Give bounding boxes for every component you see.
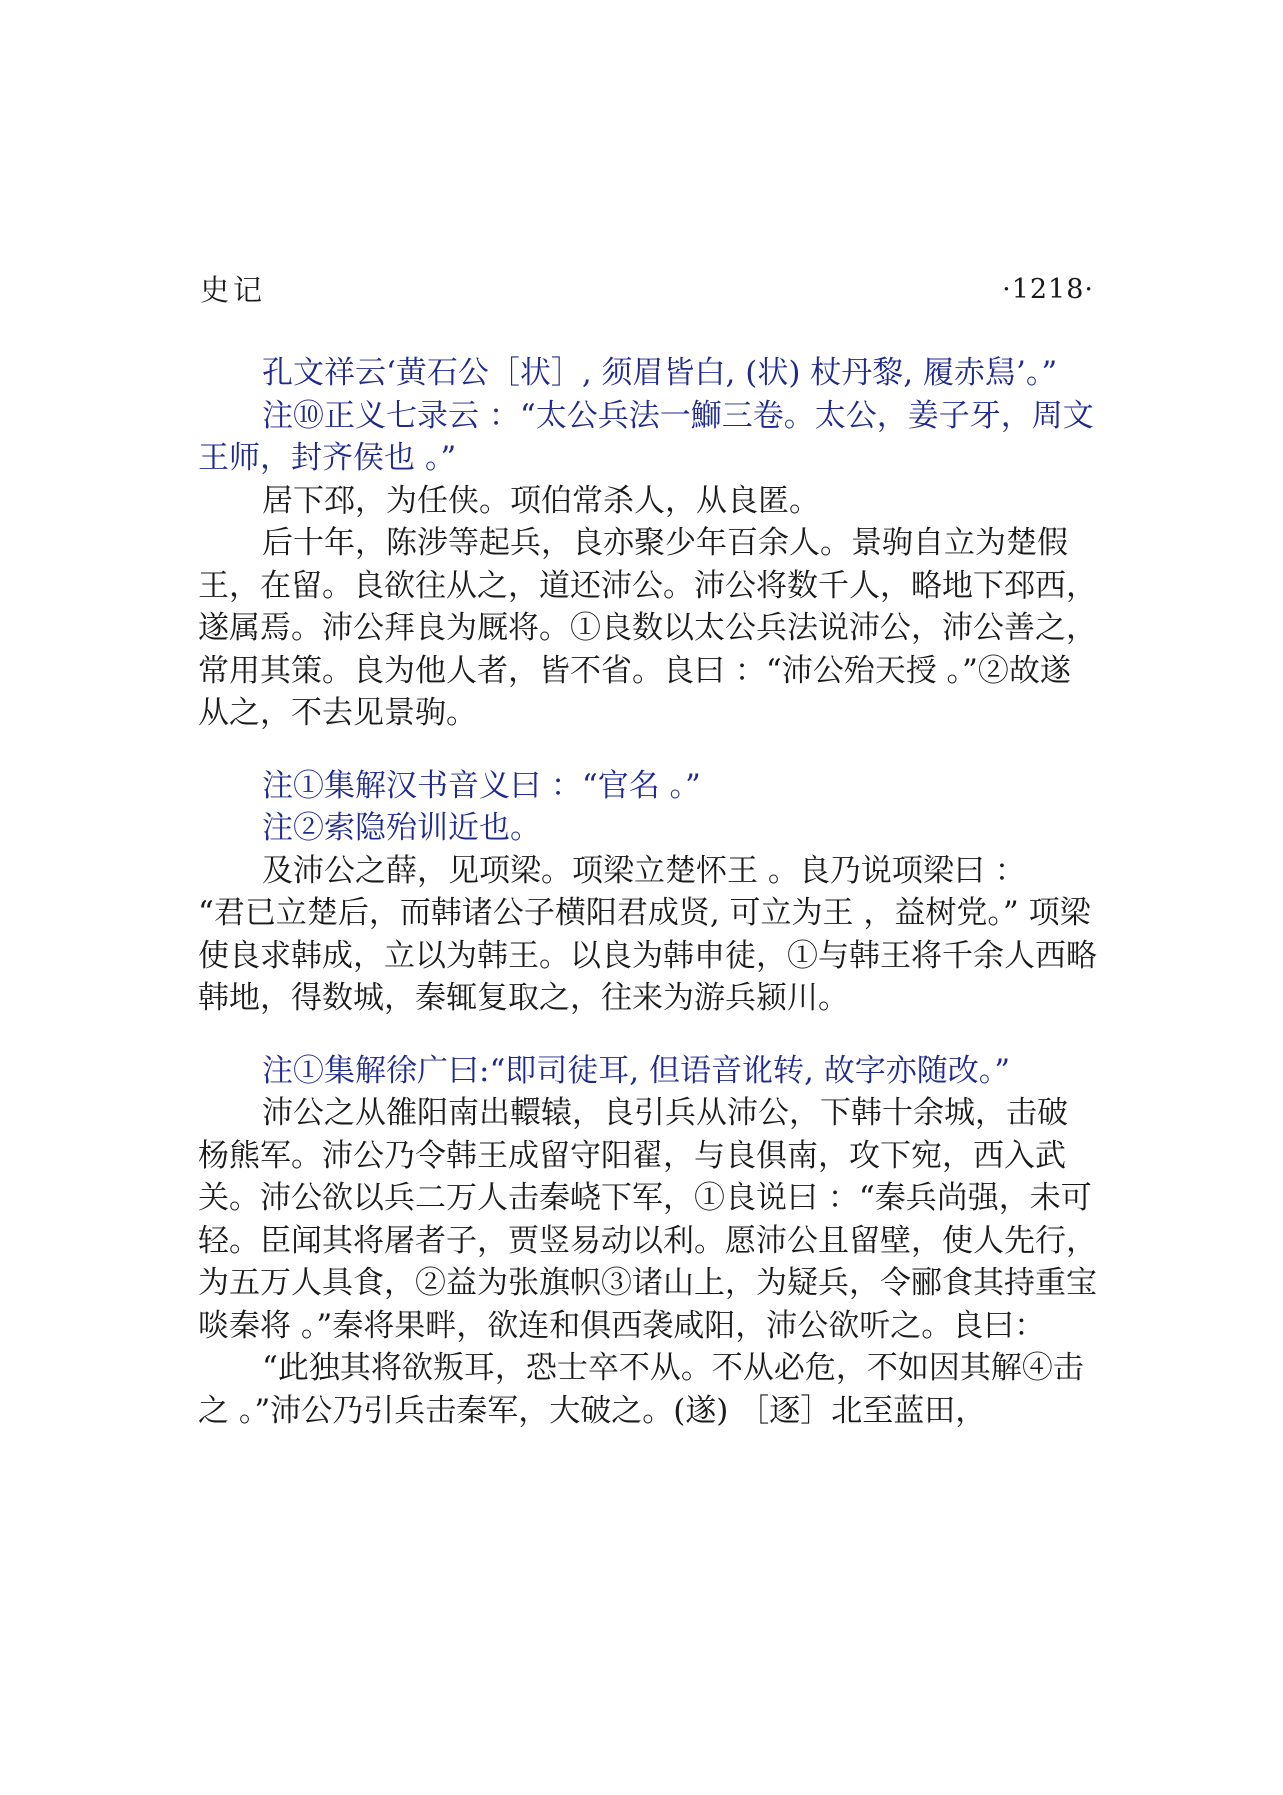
body-paragraph: “君已立楚后，而韩诸公子横阳君成贤, 可立为王 ，益树党。” 项梁使良求韩成，立以为韩王。以良为韩申徒，①与韩王将千余人西略韩地，得数城，秦辄复取之，往来为游兵颍川。 (198, 895, 1097, 1016)
paragraph-gap (198, 1020, 1098, 1050)
annotation-note: 注①集解徐广曰:“即司徒耳, 但语音讹转, 故字亦随改。” (262, 1052, 1011, 1089)
annotation-note: 孔文祥云‘黄石公［状］, 须眉皆白, (状) 杖丹黎, 履赤舃’。” (262, 355, 1058, 391)
body-paragraph: 及沛公之薛，见项梁。项梁立楚怀王 。良乃说项梁曰 ： (262, 852, 1026, 889)
body-paragraph: 沛公之从雒阳南出轘辕，良引兵从沛公，下韩十余城，击破杨熊军。沛公乃令韩王成留守阳翟，与良俱南，攻下宛，西入武关。沛公欲以兵二万人击秦峣下军，①良说曰 ：“秦兵尚强，未可轻。臣闻其将屠者子，贾竖易动以利。愿沛公且留壁，使人先行，为五万人具食，②益为张旗帜③诸山上，为疑兵，令郦食其持重宝啖秦将 。”秦将果畔，欲连和俱西袭咸阳，沛公欲听之。良曰： (198, 1095, 1097, 1344)
annotation-note: 注①集解汉书音义曰 ：“官名 。” (262, 767, 701, 804)
page-header (200, 270, 1094, 310)
paragraph-gap (198, 735, 1098, 765)
body-paragraph: 后十年，陈涉等起兵，良亦聚少年百余人。景驹自立为楚假王，在留。良欲往从之，道还沛公。沛公将数千人，略地下邳西，遂属焉。沛公拜良为厩将。①良数以太公兵法说沛公，沛公善之，常用其策。良为他人者，皆不省。良曰 ：“沛公殆天授 。”②故遂从之，不去见景驹。 (198, 525, 1097, 731)
annotation-note: 注⑩正义七录云 ：“太公兵法一鰤三卷。太公，姜子牙，周文王师，封齐侯也 。” (198, 397, 1094, 476)
book-title: 史记 (200, 273, 267, 307)
page-number: ·1218· (1002, 274, 1094, 305)
body-paragraph: “此独其将欲叛耳，恐士卒不从。不从必危，不如因其解④击之 。”沛公乃引兵击秦军，大破之。(遂) ［逐］北至蓝田， (198, 1350, 1084, 1429)
annotation-note: 注②索隐殆训近也。 (262, 810, 541, 846)
body-paragraph: 居下邳，为任侠。项伯常杀人，从良匿。 (262, 482, 820, 519)
page-body (198, 352, 1098, 1432)
